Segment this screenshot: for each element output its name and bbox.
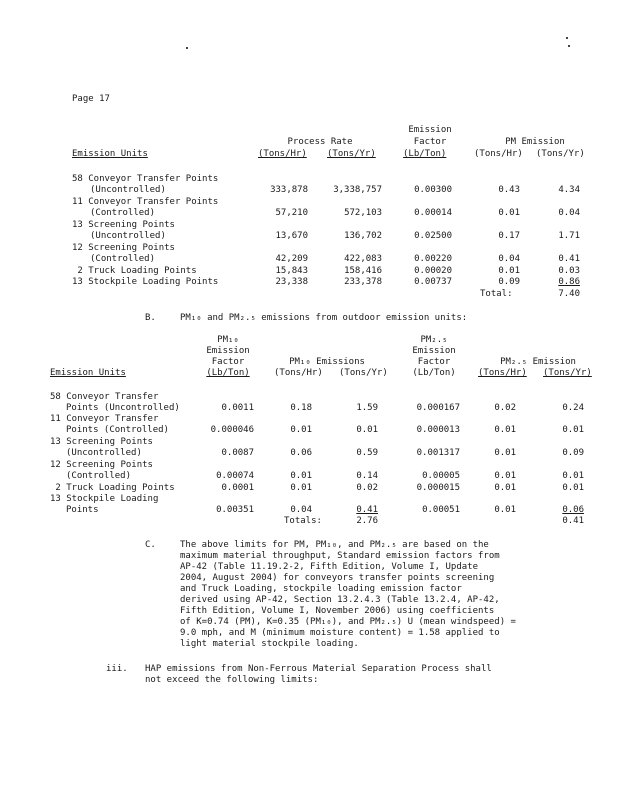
table-row-unit-note: (Controlled) <box>66 471 132 481</box>
cell-pm25-tons-hr: 0.01 <box>494 471 516 481</box>
header-tons-yr: (Tons/Yr) <box>327 149 376 159</box>
cell-pm25-ef: 0.00005 <box>422 471 460 481</box>
cell-pm10-ef: 0.000046 <box>210 425 254 435</box>
cell-pm10-ef: 0.0011 <box>221 403 254 413</box>
cell-tons-hr: 57,210 <box>275 208 308 218</box>
cell-pm-tons-hr: 0.09 <box>498 277 520 287</box>
cell-pm10-tons-hr: 0.06 <box>290 448 312 458</box>
cell-emission-factor: 0.00220 <box>414 254 452 264</box>
note-c-line: and Truck Loading, stockpile loading emission factor <box>180 584 462 594</box>
item-iii-number: iii. <box>106 664 128 674</box>
cell-pm25-tons-hr: 0.01 <box>494 483 516 493</box>
header-emission: Emission <box>408 125 452 135</box>
header-pm10-tons-hr: (Tons/Hr) <box>274 368 323 378</box>
cell-pm10-ef: 0.0001 <box>221 483 254 493</box>
cell-tons-yr: 136,702 <box>344 231 382 241</box>
cell-pm25-tons-yr: 0.09 <box>562 448 584 458</box>
cell-tons-yr: 572,103 <box>344 208 382 218</box>
cell-tons-yr: 158,416 <box>344 266 382 276</box>
total-label: Total: <box>480 289 513 299</box>
note-c-line: The above limits for PM, PM₁₀, and PM₂.₅ are based on the <box>180 540 489 550</box>
total-pm25: 0.41 <box>562 516 584 526</box>
table-row-unit: 13 Stockpile Loading Points <box>72 277 219 287</box>
item-iii-line: HAP emissions from Non-Ferrous Material Separation Process shall <box>145 664 492 674</box>
cell-pm25-tons-hr: 0.01 <box>494 425 516 435</box>
cell-pm-tons-yr: 4.34 <box>558 185 580 195</box>
page-label: Page 17 <box>72 94 110 104</box>
header-pm10-lb-ton: (Lb/Ton) <box>206 368 250 378</box>
table-row-unit-note: (Uncontrolled) <box>66 448 142 458</box>
cell-pm25-ef: 0.001317 <box>416 448 460 458</box>
cell-pm-tons-yr: 0.41 <box>558 254 580 264</box>
cell-pm10-tons-hr: 0.01 <box>290 483 312 493</box>
table-row-unit: 58 Conveyor Transfer <box>50 392 159 402</box>
cell-emission-factor: 0.02500 <box>414 231 452 241</box>
table-row-unit-note: Points (Controlled) <box>66 425 169 435</box>
cell-tons-yr: 422,083 <box>344 254 382 264</box>
header-pm25-emissions: PM₂.₅ Emission <box>500 357 576 367</box>
header-pm25-ef: PM₂.₅ <box>420 335 448 345</box>
table-row-unit: 2 Truck Loading Points <box>50 483 175 493</box>
cell-pm25-tons-yr: 0.24 <box>562 403 584 413</box>
note-c-line: light material stockpile loading. <box>180 639 359 649</box>
cell-tons-hr: 15,843 <box>275 266 308 276</box>
header-lb-ton: (Lb/Ton) <box>403 149 447 159</box>
section-b-text: PM₁₀ and PM₂.₅ emissions from outdoor emission units: <box>180 313 468 323</box>
header-emission-units: Emission Units <box>72 149 148 159</box>
cell-tons-hr: 333,878 <box>270 185 308 195</box>
cell-pm25-ef: 0.000167 <box>416 403 460 413</box>
table-row-unit-note: (Controlled) <box>90 254 156 264</box>
cell-pm-tons-hr: 0.43 <box>498 185 520 195</box>
scan-speck <box>568 45 570 47</box>
cell-tons-hr: 23,338 <box>275 277 308 287</box>
cell-pm10-ef: 0.00351 <box>216 505 254 515</box>
cell-tons-yr: 233,378 <box>344 277 382 287</box>
cell-pm25-tons-hr: 0.01 <box>494 505 516 515</box>
section-b-letter: B. <box>145 313 156 323</box>
note-c-line: 2004, August 2004) for conveyors transfer points screening <box>180 573 495 583</box>
table-row-unit: 13 Stockpile Loading <box>50 494 159 504</box>
cell-pm-tons-yr: 0.04 <box>558 208 580 218</box>
cell-pm-tons-hr: 0.01 <box>498 266 520 276</box>
table-row-unit-note: (Uncontrolled) <box>90 231 166 241</box>
cell-pm10-tons-hr: 0.01 <box>290 425 312 435</box>
table-row-unit: 58 Conveyor Transfer Points <box>72 174 219 184</box>
totals-label: Totals: <box>284 516 322 526</box>
header-pm25-tons-hr: (Tons/Hr) <box>478 368 527 378</box>
cell-pm10-tons-hr: 0.04 <box>290 505 312 515</box>
table-row-unit: 13 Screening Points <box>72 220 175 230</box>
cell-pm10-tons-yr: 1.59 <box>356 403 378 413</box>
header-pm10-ef: PM₁₀ <box>217 335 239 345</box>
header-process-rate: Process Rate <box>287 137 353 147</box>
scan-speck <box>566 37 568 39</box>
header-pm10-emission: Emission <box>206 346 250 356</box>
header-pm10-emissions: PM₁₀ Emissions <box>289 357 365 367</box>
header-pm-emission: PM Emission <box>505 137 565 147</box>
header-pm-tons-yr: (Tons/Yr) <box>536 149 585 159</box>
cell-pm-tons-hr: 0.04 <box>498 254 520 264</box>
header-pm25-tons-yr: (Tons/Yr) <box>543 368 592 378</box>
note-c-line: of K=0.74 (PM), K=0.35 (PM₁₀), and PM₂.₅) U (mean windspeed) = <box>180 617 516 627</box>
header-pm25-lb-ton: (Lb/Ton) <box>412 368 456 378</box>
cell-pm25-tons-yr: 0.01 <box>562 425 584 435</box>
note-c-line: maximum material throughput, Standard emission factors from <box>180 551 500 561</box>
table-row-unit: 11 Conveyor Transfer <box>50 414 159 424</box>
header-pm25-emission: Emission <box>412 346 456 356</box>
note-c-line: Fifth Edition, Volume I, November 2006) using coefficients <box>180 606 495 616</box>
cell-pm10-ef: 0.00074 <box>216 471 254 481</box>
table-row-unit: 13 Screening Points <box>50 437 153 447</box>
cell-emission-factor: 0.00737 <box>414 277 452 287</box>
table-row-unit-note: Points (Uncontrolled) <box>66 403 180 413</box>
cell-pm10-tons-hr: 0.18 <box>290 403 312 413</box>
cell-pm25-tons-yr: 0.01 <box>562 483 584 493</box>
cell-emission-factor: 0.00020 <box>414 266 452 276</box>
cell-pm25-tons-hr: 0.02 <box>494 403 516 413</box>
cell-pm10-tons-yr: 0.02 <box>356 483 378 493</box>
cell-pm25-ef: 0.000013 <box>416 425 460 435</box>
cell-pm10-tons-yr: 0.01 <box>356 425 378 435</box>
note-c-line: AP-42 (Table 11.19.2-2, Fifth Edition, Volume I, Update <box>180 562 479 572</box>
cell-pm-tons-yr: 0.86 <box>558 277 580 287</box>
note-c-letter: C. <box>145 540 156 550</box>
cell-tons-hr: 13,670 <box>275 231 308 241</box>
header-factor: Factor <box>413 137 447 147</box>
table-row-unit: 2 Truck Loading Points <box>72 266 197 276</box>
total-value: 7.40 <box>558 289 580 299</box>
header-tons-hr: (Tons/Hr) <box>258 149 307 159</box>
total-pm10: 2.76 <box>356 516 378 526</box>
cell-tons-yr: 3,338,757 <box>333 185 382 195</box>
header-pm10-tons-yr: (Tons/Yr) <box>339 368 388 378</box>
cell-pm-tons-yr: 0.03 <box>558 266 580 276</box>
table-row-unit-note: (Controlled) <box>90 208 156 218</box>
cell-pm10-tons-hr: 0.01 <box>290 471 312 481</box>
table-row-unit-note: Points <box>66 505 99 515</box>
header-pm-tons-hr: (Tons/Hr) <box>474 149 523 159</box>
scan-speck <box>186 47 188 49</box>
header-pm10-factor: Factor <box>211 357 245 367</box>
cell-pm25-tons-hr: 0.01 <box>494 448 516 458</box>
cell-pm10-ef: 0.0087 <box>221 448 254 458</box>
note-c-line: derived using AP-42, Section 13.2.4.3 (Table 13.2.4, AP-42, <box>180 595 500 605</box>
table-row-unit-note: (Uncontrolled) <box>90 185 166 195</box>
table-row-unit: 11 Conveyor Transfer Points <box>72 197 219 207</box>
cell-tons-hr: 42,209 <box>275 254 308 264</box>
cell-pm-tons-hr: 0.17 <box>498 231 520 241</box>
table-row-unit: 12 Screening Points <box>72 243 175 253</box>
cell-pm25-tons-yr: 0.01 <box>562 471 584 481</box>
cell-pm10-tons-yr: 0.14 <box>356 471 378 481</box>
cell-pm-tons-hr: 0.01 <box>498 208 520 218</box>
header-pm25-factor: Factor <box>417 357 451 367</box>
note-c-line: 9.0 mph, and M (minimum moisture content) = 1.58 applied to <box>180 628 500 638</box>
cell-emission-factor: 0.00014 <box>414 208 452 218</box>
cell-pm10-tons-yr: 0.41 <box>356 505 378 515</box>
cell-pm-tons-yr: 1.71 <box>558 231 580 241</box>
header-emission-units-2: Emission Units <box>50 368 126 378</box>
cell-pm25-ef: 0.000015 <box>416 483 460 493</box>
item-iii-line: not exceed the following limits: <box>145 675 319 685</box>
cell-pm25-tons-yr: 0.06 <box>562 505 584 515</box>
cell-emission-factor: 0.00300 <box>414 185 452 195</box>
table-row-unit: 12 Screening Points <box>50 460 153 470</box>
cell-pm10-tons-yr: 0.59 <box>356 448 378 458</box>
cell-pm25-ef: 0.00051 <box>422 505 460 515</box>
